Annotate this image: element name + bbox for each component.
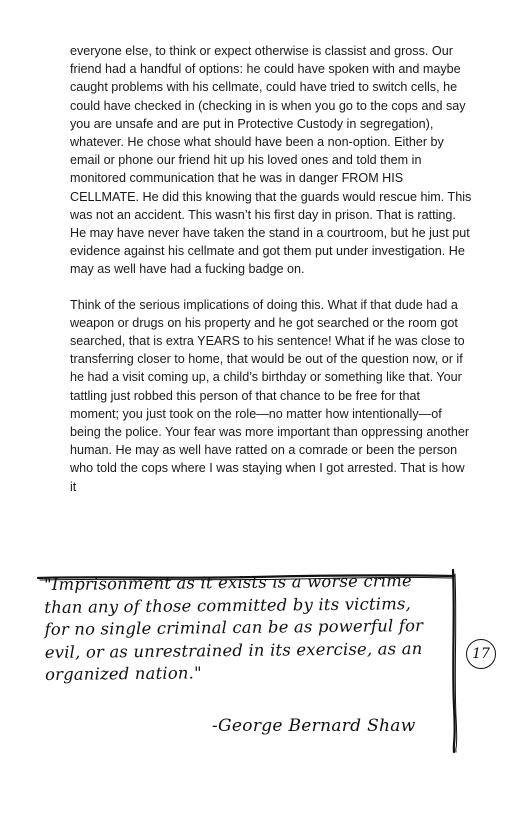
quote-box	[36, 556, 458, 754]
body-text	[70, 42, 472, 496]
page-number: 17	[466, 639, 496, 669]
quote-attribution: -George Bernard Shaw	[212, 716, 416, 736]
paragraph: everyone else, to think or expect otherwise is classist and gross. Our friend had a handful of options: he could have spoken with and maybe caught problems with his cellmate, could have tried to switch cells, he could have checked in (checking in is when you go to the cops and say you are unsafe and are put in Protective Custody in segregation), whatever. He chose what should have been a non-option. Either by email or phone our friend hit up his loved ones and told them in monitored communication that he was in danger FROM HIS CELLMATE. He did this knowing that the guards would rescue him. This was not an accident. This wasn’t his first day in prison. That is ratting. He may have never have taken the stand in a courtroom, but he just put evidence against his cellmate and got them put under investigation. He may as well have had a fucking badge on.	[70, 44, 472, 277]
quote-text: "Imprisonment as it exists is a worse crime than any of those committed by its victims, for no single criminal can be as powerful for evil, or as unrestrained in its exercise, as an organized nation."	[44, 571, 424, 685]
paragraph: Think of the serious implications of doing this. What if that dude had a weapon or drugs on his property and he got searched or the room got searched, that is extra YEARS to his sentence! What if he was close to transferring closer to home, that would be out of the question now, or if he had a visit coming up, a child’s birthday or something like that. Your tattling just robbed this person of that chance to be free for that moment; you just took on the role—no matter how intentionally—of being the police. Your fear was more important than oppressing another human. He may as well have ratted on a comrade or been the person who told the cops where I was staying when I got arrested. That is how it	[70, 297, 470, 494]
